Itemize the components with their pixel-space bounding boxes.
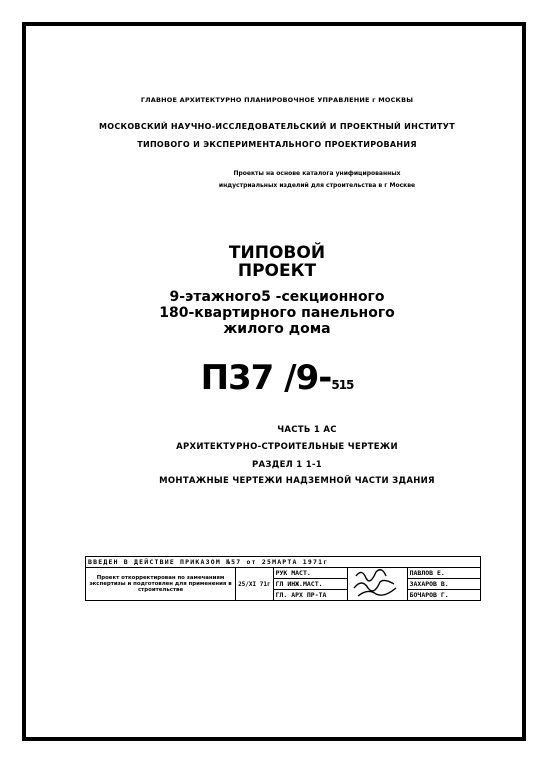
- section-title: МОНТАЖНЫЕ ЧЕРТЕЖИ НАДЗЕМНОЙ ЧАСТИ ЗДАНИЯ: [159, 476, 435, 486]
- project-code-suffix: 515: [331, 378, 354, 392]
- title-building: жилого дома: [223, 321, 331, 337]
- correction-date: 25/XI 71г: [236, 568, 274, 601]
- header-institute: МОСКОВСКИЙ НАУЧНО-ИССЛЕДОВАТЕЛЬСКИЙ И ПРОЕКТНЫЙ ИНСТИТУТ: [98, 122, 456, 131]
- catalog-note-1: Проекты на основе каталога унифицированных: [233, 170, 401, 177]
- correction-note: Проект откорректирован по замечаниям экспертизы и подготовлен для применения в строительстве: [86, 568, 236, 601]
- role-chief-architect: ГЛ. АРХ ПР-ТА: [273, 590, 347, 601]
- enactment-line: ВВЕДЕН В ДЕЙСТВИЕ ПРИКАЗОМ №57 от 25МАРТА 1971г: [86, 557, 481, 568]
- project-code: [0, 358, 554, 398]
- part-number: ЧАСТЬ 1 АС: [277, 425, 337, 435]
- signature-marks: [348, 566, 406, 598]
- title-apartments: 180-квартирного панельного: [159, 305, 395, 321]
- section-number: РАЗДЕЛ 1 1-1: [251, 460, 323, 470]
- header-agency: ГЛАВНОЕ АРХИТЕКТУРНО ПЛАНИРОВОЧНОЕ УПРАВЛЕНИЕ г МОСКВЫ: [140, 96, 414, 104]
- name-chief-architect: БОЧАРОВ Г.: [407, 590, 480, 601]
- title-typical: ТИПОВОЙ: [228, 243, 326, 263]
- name-chief-engineer: ЗАХАРОВ В.: [407, 579, 480, 590]
- title-project: ПРОЕКТ: [237, 261, 317, 281]
- header-institute-2: ТИПОВОГО И ЭКСПЕРИМЕНТАЛЬНОГО ПРОЕКТИРОВАНИЯ: [137, 140, 417, 149]
- role-head: РУК МАСТ.: [273, 568, 347, 579]
- part-title: АРХИТЕКТУРНО-СТРОИТЕЛЬНЫЕ ЧЕРТЕЖИ: [176, 442, 398, 452]
- catalog-note-2: индустриальных изделий для строительства в г Москве: [218, 182, 416, 189]
- title-floors: 9-этажного5 -секционного: [169, 289, 385, 305]
- approval-stamp: [85, 556, 481, 601]
- project-code-main: П37 /9-: [200, 358, 332, 398]
- name-head: ПАВЛОВ Е.: [407, 568, 480, 579]
- signatures: [347, 568, 407, 601]
- role-chief-engineer: ГЛ ИНЖ.МАСТ.: [273, 579, 347, 590]
